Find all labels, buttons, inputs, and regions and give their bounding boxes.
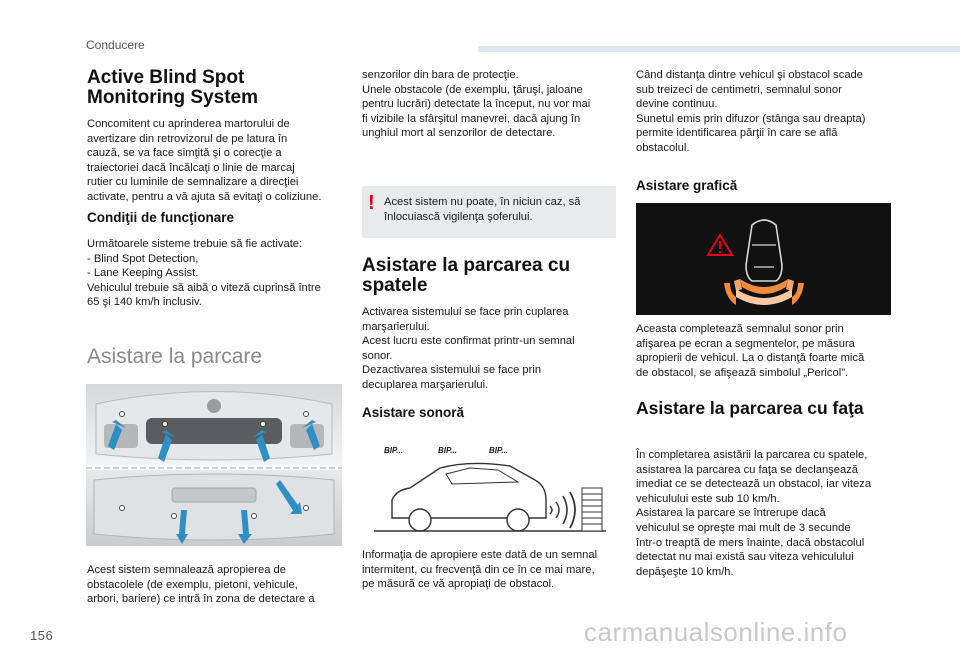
header-bar (478, 46, 960, 52)
watermark: carmanualsonline.info (584, 617, 848, 647)
conditions-paragraph: Următoarele sisteme trebuie să fie activate: - Blind Spot Detection, - Lane Keeping Assist. Vehiculul trebuie să aibă o viteză cuprinsă între 65 şi 140 km/h inclusiv. (87, 238, 321, 309)
parking-section-heading: Asistare la parcare (87, 345, 263, 368)
running-header: Conducere (86, 38, 145, 52)
conditions-heading: Condiţii de funcţionare (87, 210, 234, 225)
bip-label: BIP... (489, 446, 508, 455)
rear-parking-heading: Asistare la parcarea cu spatele (362, 255, 571, 296)
graphic-assist-heading: Asistare grafică (636, 178, 738, 193)
sound-assist-illustration (370, 440, 610, 540)
sound-assist-heading: Asistare sonoră (362, 405, 465, 420)
parking-sensors-illustration (86, 384, 342, 546)
danger-triangle-icon (708, 235, 732, 255)
rear-parking-paragraph: Activarea sistemului se face prin cuplarea marşarierului. Acest lucru este confirmat printr-un semnal sonor. Dezactivarea sistemului se face prin decuplarea marşarierului. (362, 306, 575, 391)
parking-paragraph: Acest sistem semnalează apropierea de obstacolele (de exemplu, pietoni, vehicule, arbori, bariere) ce intră în zona de detectare a (87, 564, 315, 606)
intro-paragraph: Concomitent cu aprinderea martorului de avertizare din retrovizorul de pe latura în cauză, se va face simţită şi o corecţie a traiectoriei dacă încălcaţi o linie de marcaj rutier cu luminile de semnalizare a direcţiei activate, pentru a vă ajuta să evitaţi o coliziune. (87, 118, 322, 203)
sensors-continued-paragraph: senzorilor din bara de protecţie. Unele obstacole (de exemplu, ţăruşi, jaloane pentru lucrări) detectate la început, nu vor mai fi vizibile la sfârşitul manevrei, dacă ajung în unghiul mort al senzorilor de detectare. (362, 69, 591, 140)
warning-exclamation-icon: ! (368, 192, 375, 214)
distance-paragraph: Când distanţa dintre vehicul şi obstacol scade sub treizeci de centimetri, semnalul sonor devine continuu. Sunetul emis prin difuzor (stânga sau dreapta) permite identificarea părţii în care se află obstacolul. (636, 69, 866, 154)
front-parking-heading: Asistare la parcarea cu faţa (636, 398, 864, 418)
graphic-assist-screen (636, 203, 891, 315)
graphic-assist-paragraph: Aceasta completează semnalul sonor prin afişarea pe ecran a segmentelor, pe măsura apropierii de vehicul. La o distanţă foarte mică de obstacol, se afişează simbolul „Pericol”. (636, 323, 865, 379)
sound-assist-paragraph: Informaţia de apropiere este dată de un semnal intermitent, cu frecvenţă din ce în ce mai mare, pe măsură ce vă apropiaţi de obstacol. (362, 549, 598, 591)
front-parking-paragraph: În completarea asistării la parcarea cu spatele, asistarea la parcarea cu faţa se declanşează imediat ce se detectează un obstacol, iar viteza vehiculului este sub 10 km/h. Asistarea la parcare se întrerupe dacă vehiculul se opreşte mai mult de 3 secunde într-o treaptă de mers înainte, dacă obstacolul detectat nu mai există sau viteza vehiculului depăşeşte 10 km/h. (636, 449, 872, 578)
bip-label: BIP... (384, 446, 403, 455)
bip-label: BIP... (438, 446, 457, 455)
parking-segments (724, 279, 804, 305)
page-number: 156 (30, 628, 54, 643)
title-active-blind-spot: Active Blind Spot Monitoring System (87, 67, 259, 108)
warning-text: Acest sistem nu poate, în niciun caz, să înlocuiască vigilenţa şoferului. (384, 196, 581, 223)
